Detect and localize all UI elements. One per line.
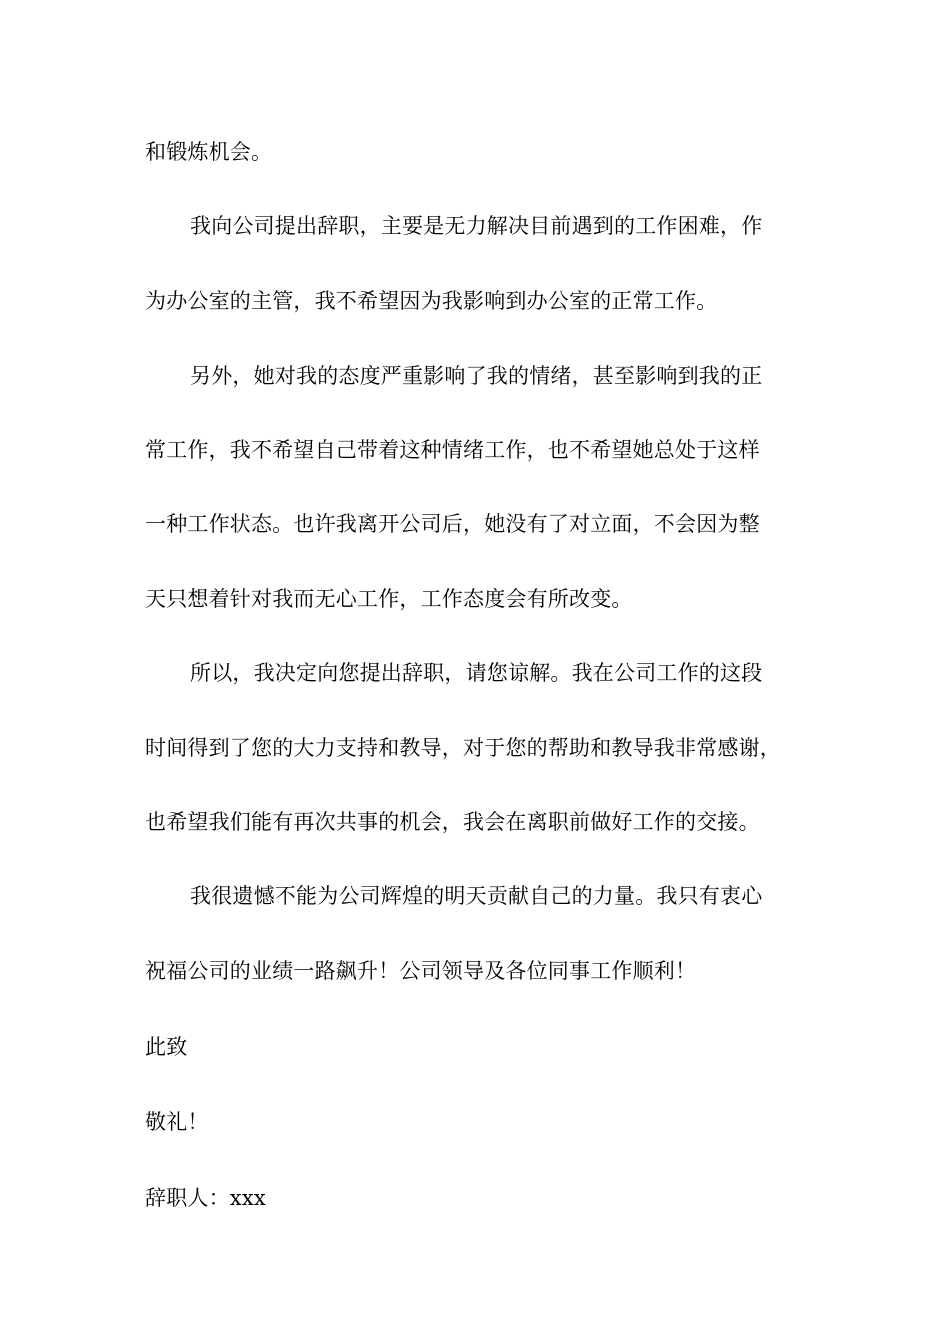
paragraph-line: 祝福公司的业绩一路飙升！公司领导及各位同事工作顺利！ (145, 959, 697, 983)
paragraph-line: 时间得到了您的大力支持和教导，对于您的帮助和教导我非常感谢， (145, 736, 781, 760)
paragraph-line: 所以，我决定向您提出辞职，请您谅解。我在公司工作的这段 (190, 661, 763, 685)
closing-regards: 敬礼！ (145, 1110, 209, 1134)
closing-salutation: 此致 (145, 1035, 188, 1059)
paragraph-line: 我很遗憾不能为公司辉煌的明天贡献自己的力量。我只有衷心 (190, 884, 763, 908)
paragraph-line: 为办公室的主管，我不希望因为我影响到办公室的正常工作。 (145, 289, 718, 313)
signature-line: 辞职人：xxx (145, 1186, 266, 1210)
paragraph-line: 也希望我们能有再次共事的机会，我会在离职前做好工作的交接。 (145, 810, 760, 834)
paragraph-line: 常工作，我不希望自己带着这种情绪工作，也不希望她总处于这样 (145, 438, 760, 462)
paragraph-line: 我向公司提出辞职，主要是无力解决目前遇到的工作困难，作 (190, 214, 763, 238)
paragraph-line: 和锻炼机会。 (145, 140, 273, 164)
paragraph-line: 另外，她对我的态度严重影响了我的情绪，甚至影响到我的正 (190, 364, 763, 388)
paragraph-line: 天只想着针对我而无心工作，工作态度会有所改变。 (145, 587, 633, 611)
paragraph-line: 一种工作状态。也许我离开公司后，她没有了对立面，不会因为整 (145, 512, 760, 536)
